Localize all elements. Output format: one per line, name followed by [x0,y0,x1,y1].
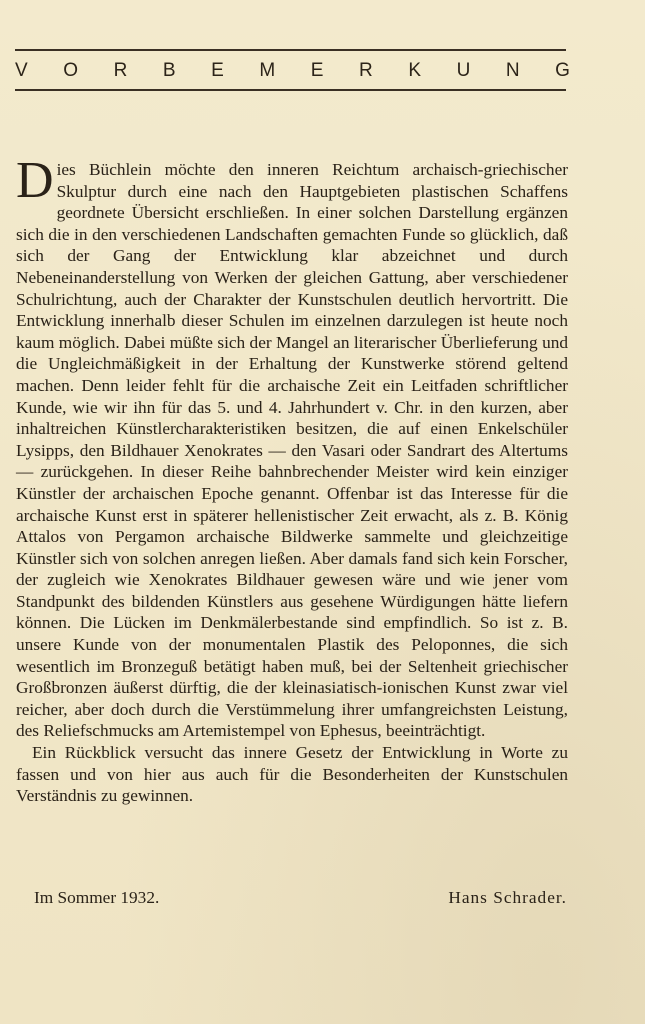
closing-line [34,887,567,909]
bottom-rule [15,89,566,91]
heading-letter: U [456,60,471,81]
date-line: Im Sommer 1932. [34,888,160,907]
heading-letter: G [555,60,570,81]
heading-letter: E [211,60,224,81]
paragraph-1 [16,152,568,742]
paragraph-2: Ein Rückblick versucht das innere Gesetz der Entwicklung in Worte zu fassen und von hier aus auch für die Besonderheiten der Kunstschulen Verständnis zu gewinnen. [16,743,568,806]
heading-letter: V [15,60,28,81]
heading-letter: R [359,60,373,81]
page-heading [15,60,570,82]
heading-letter: B [162,60,176,81]
heading-letter: M [259,60,276,81]
top-rule [15,49,566,51]
heading-letter: O [63,60,79,81]
author-signature: Hans Schrader. [448,888,567,907]
heading-letter: K [408,60,422,81]
heading-letter: R [113,60,128,81]
paragraph-1-text: ies Büchlein möchte den inneren Reichtum archaisch-griechischer Skulptur durch eine nach den Hauptgebieten plastischen Schaffens geordnete Übersicht erschließen. In einer solchen Darstellung ergänzen sich die in den verschiedenen Landschaften gemachten Funde so glücklich, daß sich der Gang der Entwicklung klar abzeichnet und durch Nebeneinanderstellung von Werken der gleichen Gattung, aber verschiedener Schulrichtung, auch der Charakter der Kunstschulen deutlich hervortritt. Die Entwicklung innerhalb dieser Schulen im einzelnen darzulegen ist heute noch kaum möglich. Dabei müßte sich der Mangel an literarischer Überlieferung und die Ungleichmäßigkeit in der Erhaltung der Kunstwerke störend geltend machen. Denn leider fehlt für die archaische Zeit ein Leitfaden schriftlicher Kunde, wie wir ihn für das 5. und 4. Jahrhundert v. Chr. in den kurzen, aber inhaltreichen Künstlercharakteristiken besitzen, die auf einen Enkelschüler Lysipps, den Bildhauer Xenokrates — den Vasari oder Sandrart des Altertums — zurückgehen. In dieser Reihe bahnbrechender Meister wird kein einziger Künstler der archaischen Epoche genannt. Offenbar ist das Interesse für die archaische Kunst erst in späterer hellenistischer Zeit erwacht, als z. B. König Attalos von Pergamon archaische Bildwerke sammelte und gleichzeitige Künstler sich von solchen anregen ließen. Aber damals fand sich kein Forscher, der zugleich wie Xenokrates Bildhauer gewesen wäre und wie jener vom Standpunkt des bildenden Künstlers aus gesehene Würdigungen hätte liefern können. Die Lücken im Denkmälerbestande sind empfindlich. So ist z. B. unsere Kunde von der monumentalen Plastik des Peloponnes, die sich wesentlich im Bronzeguß betätigt haben muß, bei der Seltenheit griechischer Großbronzen äußerst dürftig, die der kleinasiatisch-ionischen Kunst zwar viel reicher, aber doch durch die Verstümmelung ihrer umfangreichsten Leistung, des Reliefschmucks am Artemistempel von Ephesus, beeinträchtigt. [16,160,568,741]
body-text [16,152,568,807]
heading-letter: N [505,60,520,81]
heading-letter: E [310,60,324,81]
drop-cap: D [16,152,54,209]
